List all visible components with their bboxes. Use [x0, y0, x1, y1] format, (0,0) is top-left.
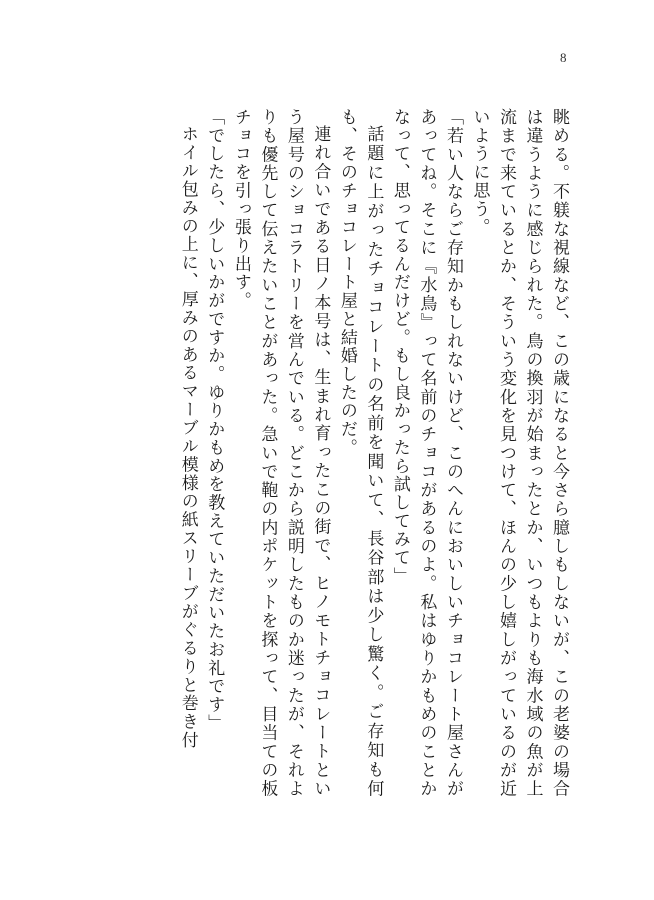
dialogue-paragraph: 「若い人ならご存知かもしれないけど、このへんにおいしいチョコレート屋さんがあってね。そこに『水鳥』って名前のチョコがあるのよ。私はゆりかもめのことかなって、思ってるんだけど。もし良かったら試してみて」 — [389, 108, 463, 798]
paragraph: 話題に上がったチョコレートの名前を聞いて、長谷部は少し驚く。ご存知も何も、そのチョコレート屋と結婚したのだ。 — [336, 108, 384, 798]
dialogue-paragraph: 「でしたら、少しいかがですか。ゆりかもめを教えていただいたお礼です」 — [204, 108, 225, 733]
paragraph: ホイル包みの上に、厚みのあるマーブル模様の紙スリーブがぐるりと巻き付 — [177, 125, 198, 750]
paragraph: 連れ合いである日ノ本号は、生まれ育ったこの街で、ヒノモトチョコレートという屋号のショコラトリーを営んでいる。どこから説明したものか迷ったが、それよりも優先して伝えたいことがあった。急いで鞄の内ポケットを探って、目当ての板チョコを引っ張り出す。 — [230, 108, 331, 798]
body-text — [72, 108, 572, 798]
page-number: 8 — [560, 50, 567, 65]
paragraph: 眺める。不躾な視線など、この歳になると今さら臆しもしないが、この老婆の場合は違うように感じられた。鳥の換羽が始まったとか、いつもよりも海水域の魚が上流まで来ているとか、そういう変化を見つけて、ほんの少し嬉しがっているのが近いように思う。 — [469, 108, 569, 798]
